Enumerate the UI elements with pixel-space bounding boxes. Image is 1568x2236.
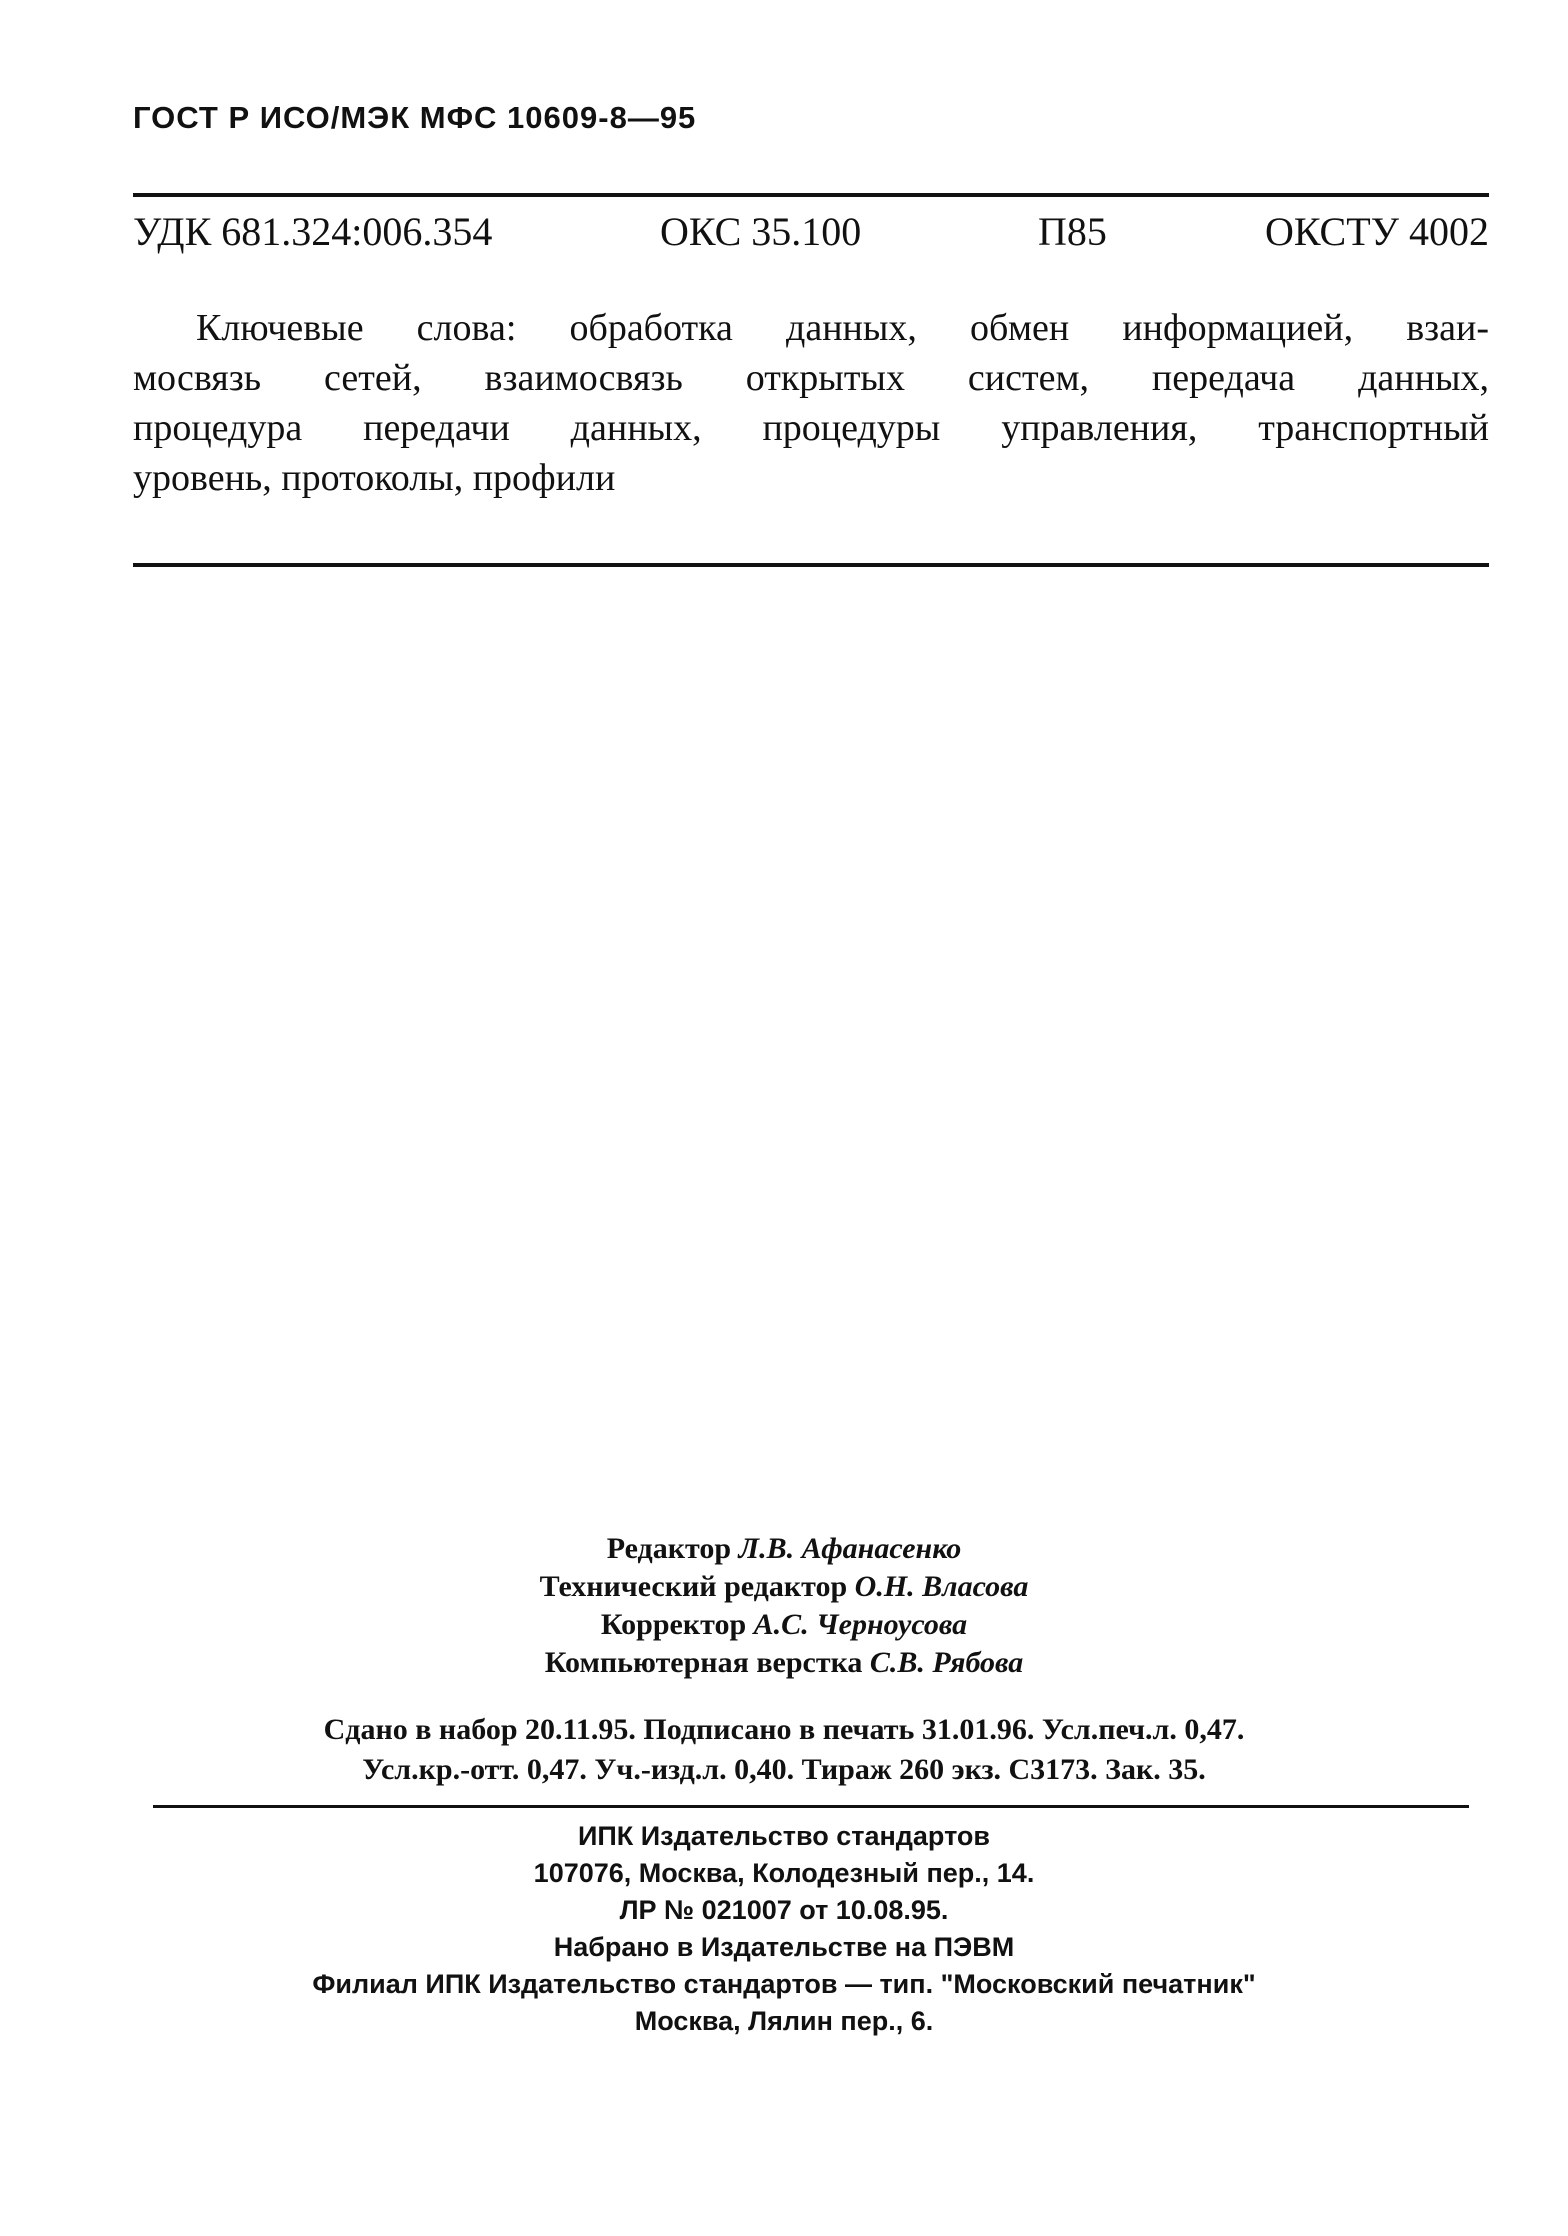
credit-tech-editor [0,1568,1568,1606]
imprint-line: ИПК Издательство стандартов [577,1821,991,1851]
credit-person: Л.В. Афанасенко [738,1532,962,1565]
keywords-divider [133,563,1489,567]
imprint-line: ЛР № 021007 от 10.08.95. [619,1895,949,1925]
credit-role: Редактор [606,1532,732,1565]
udk-code: УДК 681.324:006.354 [133,209,493,254]
credit-role: Корректор [600,1608,747,1641]
imprint-line: Набрано в Издательстве на ПЭВМ [553,1932,1015,1962]
standard-code: ГОСТ Р ИСО/МЭК МФС 10609-8—95 [133,100,697,135]
credits-block [0,1530,1568,1682]
oks-code: ОКС 35.100 [660,209,862,254]
credit-role: Технический редактор [539,1570,848,1603]
print-info-line: Усл.кр.-отт. 0,47. Уч.-изд.л. 0,40. Тираж 260 экз. С3173. Зак. 35. [362,1753,1206,1786]
credit-role: Компьютерная верстка [544,1646,863,1679]
print-info-line: Сдано в набор 20.11.95. Подписано в печать 31.01.96. Усл.печ.л. 0,47. [323,1713,1245,1746]
credit-layout [0,1644,1568,1682]
keywords-line: Ключевые слова: обработка данных, обмен информацией, взаи- [196,307,1489,349]
imprint-divider [153,1805,1469,1808]
group-code: П85 [1038,209,1107,254]
credit-proofreader [0,1606,1568,1644]
imprint-block [0,1818,1568,2040]
credit-person: С.В. Рябова [869,1646,1024,1679]
imprint-line: 107076, Москва, Колодезный пер., 14. [533,1858,1035,1888]
print-info [0,1710,1568,1790]
credit-editor [0,1530,1568,1568]
imprint-line: Москва, Лялин пер., 6. [634,2006,934,2036]
imprint-line: Филиал ИПК Издательство стандартов — тип. "Московский печатник" [312,1969,1256,1999]
top-divider [133,193,1489,197]
keywords-block [133,303,1489,503]
okstu-code: ОКСТУ 4002 [1264,209,1489,254]
credit-person: А.С. Черноусова [753,1608,968,1641]
keywords-line: мосвязь сетей, взаимосвязь открытых систем, передача данных, [133,357,1489,399]
keywords-line: уровень, протоколы, профили [133,457,616,499]
credit-person: О.Н. Власова [854,1570,1029,1603]
keywords-line: процедура передачи данных, процедуры управления, транспортный [133,407,1489,449]
